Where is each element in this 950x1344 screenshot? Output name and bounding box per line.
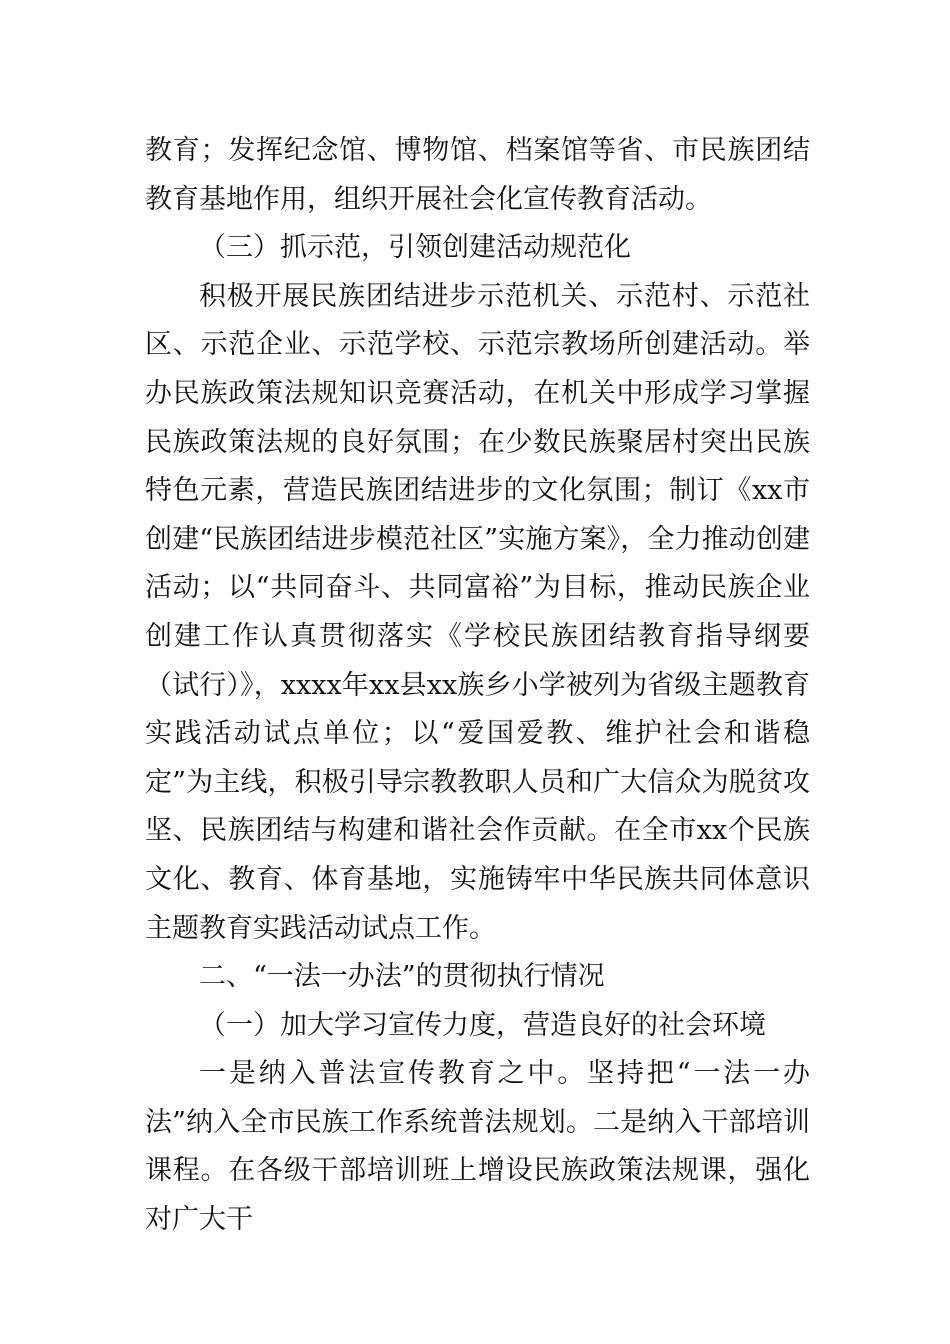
heading-subsection-one: （一）加大学习宣传力度，营造良好的社会环境 xyxy=(199,1009,766,1041)
heading-section-three: （三）抓示范，引领创建活动规范化 xyxy=(199,232,631,264)
document-body xyxy=(145,127,810,1245)
heading-part-two: 二、“一法一办法”的贯彻执行情况 xyxy=(199,961,605,993)
paragraph-education-bases: 教育；发挥纪念馆、博物馆、档案馆等省、市民族团结教育基地作用，组织开展社会化宣传教育活动。 xyxy=(145,135,810,215)
paragraph-legal-education: 一是纳入普法宣传教育之中。坚持把“一法一办法”纳入全市民族工作系统普法规划。二是纳入干部培训课程。在各级干部培训班上增设民族政策法规课，强化对广大干 xyxy=(145,1058,810,1236)
paragraph-demonstration-activities: 积极开展民族团结进步示范机关、示范村、示范社区、示范企业、示范学校、示范宗教场所创建活动。举办民族政策法规知识竞赛活动，在机关中形成学习掌握民族政策法规的良好氛围；在少数民族聚居村突出民族特色元素，营造民族团结进步的文化氛围；制订《xx市创建“民族团结进步模范社区”实施方案》，全力推动创建活动；以“共同奋斗、共同富裕”为目标，推动民族企业创建工作认真贯彻落实《学校民族团结教育指导纲要（试行）》，xxxx年xx县xx族乡小学被列为省级主题教育实践活动试点单位；以“爱国爱教、维护社会和谐稳定”为主线，积极引导宗教教职人员和广大信众为脱贫攻坚、民族团结与构建和谐社会作贡献。在全市xx个民族文化、教育、体育基地，实施铸牢中华民族共同体意识主题教育实践活动试点工作。 xyxy=(145,280,810,944)
